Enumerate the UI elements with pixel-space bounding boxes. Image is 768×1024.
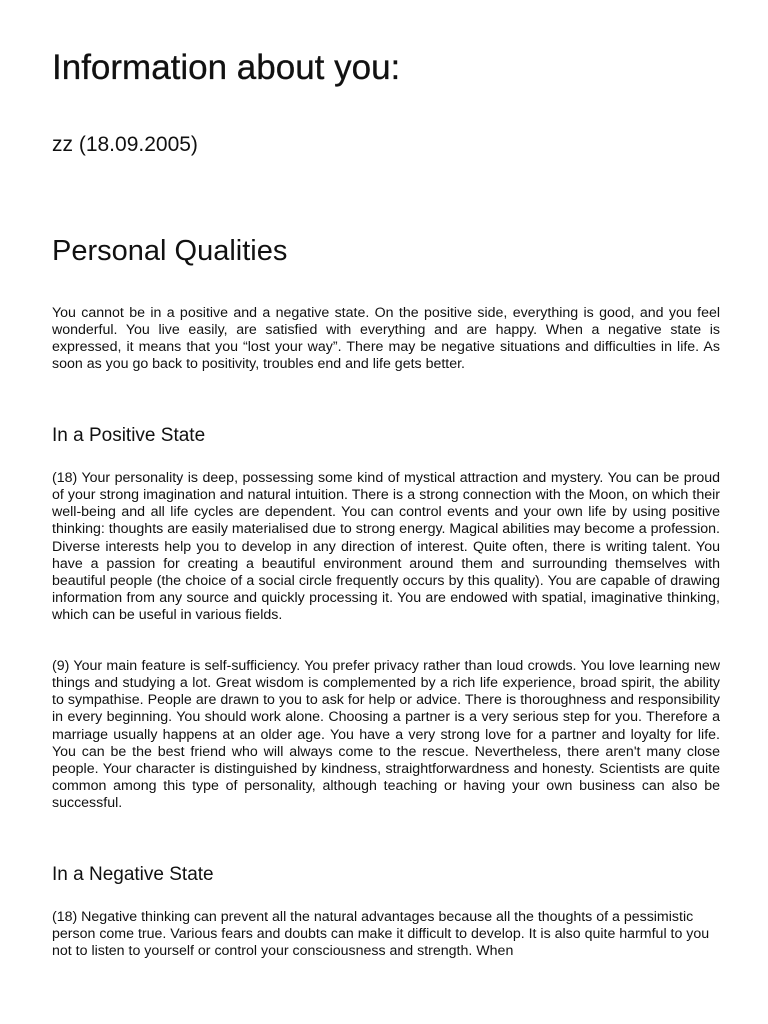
section-title-personal-qualities: Personal Qualities <box>52 235 288 267</box>
negative-paragraph-18: (18) Negative thinking can prevent all the natural advantages because all the thoughts of a pessimistic person come true. Various fears and doubts can make it difficult to develop. It is also quite harmful to you not to listen to yourself or control your consciousness and strength. When <box>52 909 710 960</box>
page-title: Information about you: <box>52 48 401 87</box>
positive-paragraph-9: (9) Your main feature is self-sufficiency. You prefer privacy rather than loud crowds. You love learning new things and studying a lot. Great wisdom is complemented by a rich life experience, broad spirit, the ability to sympathise. People are drawn to you to ask for help or advice. There is thoroughness and responsibility in every beginning. You should work alone. Choosing a partner is a very serious step for you. Therefore a marriage usually happens at an older age. You have a very strong love for a partner and loyalty for life. You can be the best friend who will always come to the rescue. Nevertheless, there aren't many close people. Your character is distinguished by kindness, straightforwardness and honesty. Scientists are quite common among this type of personality, although teaching or having your own business can also be successful. <box>52 658 720 812</box>
positive-paragraph-18: (18) Your personality is deep, possessing some kind of mystical attraction and mystery. You can be proud of your strong imagination and natural intuition. There is a strong connection with the Moon, on which their well-being and all life cycles are dependent. You can control events and your own life by using positive thinking: thoughts are easily materialised due to strong energy. Magical abilities may become a profession. Diverse interests help you to develop in any direction of interest. Quite often, there is writing talent. You have a passion for creating a beautiful environment around them and surrounding themselves with beautiful people (the choice of a social circle frequently occurs by this quality). You are capable of drawing information from any source and quickly processing it. You are endowed with spatial, imaginative thinking, which can be useful in various fields. <box>52 470 720 624</box>
intro-paragraph: You cannot be in a positive and a negative state. On the positive side, everything is good, and you feel wonderful. You live easily, are satisfied with everything and are happy. When a negative state is expressed, it means that you “lost your way”. There may be negative situations and difficulties in life. As soon as you go back to positivity, troubles end and life gets better. <box>52 305 720 373</box>
heading-negative-state: In a Negative State <box>52 864 214 885</box>
person-name-and-birthdate: zz (18.09.2005) <box>52 133 198 156</box>
heading-positive-state: In a Positive State <box>52 425 206 446</box>
